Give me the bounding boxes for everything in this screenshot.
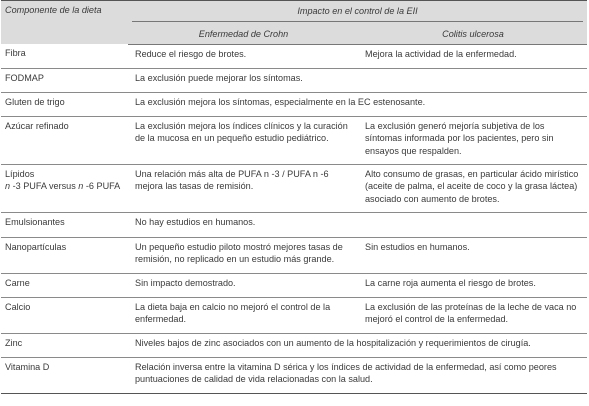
- table-row: [1, 44, 587, 68]
- row-cu: Sin estudios en humanos.: [359, 237, 587, 273]
- row-component: Emulsionantes: [1, 212, 128, 237]
- row-component: Lípidos: [5, 168, 35, 179]
- table-row: [1, 297, 587, 333]
- row-crohn: La dieta baja en calcio no mejoró el control de la enfermedad.: [128, 297, 359, 333]
- row-both: La exclusión mejora los síntomas, especialmente en la EC estenosante.: [128, 92, 587, 116]
- header-impact: [128, 1, 587, 25]
- table-row: [1, 92, 587, 116]
- table-row: [1, 116, 587, 164]
- row-crohn: Una relación más alta de PUFA n -3 / PUFA n -6 mejora las tasas de remisión.: [128, 164, 359, 212]
- row-component: Fibra: [1, 44, 128, 68]
- row-component: Zinc: [1, 333, 128, 357]
- table-row: [1, 212, 587, 237]
- table-header: [1, 1, 587, 45]
- component-sub-end: -6 PUFA: [83, 181, 121, 192]
- row-both: Niveles bajos de zinc asociados con un aumento de la hospitalización y requerimientos de cirugía.: [128, 333, 587, 357]
- row-cu: [359, 212, 587, 237]
- row-crohn: Sin impacto demostrado.: [128, 273, 359, 297]
- component-sub-mid: -3 PUFA versus: [10, 181, 79, 192]
- header-crohn: Enfermedad de Crohn: [128, 24, 359, 44]
- row-component: Azúcar refinado: [1, 116, 128, 164]
- row-component: Gluten de trigo: [1, 92, 128, 116]
- row-cu: La carne roja aumenta el riesgo de brotes.: [359, 273, 587, 297]
- table-row: [1, 164, 587, 212]
- row-component: FODMAP: [1, 68, 128, 92]
- row-component-lipidos: [1, 164, 128, 212]
- row-crohn: No hay estudios en humanos.: [128, 212, 359, 237]
- table-body: [1, 44, 587, 393]
- n-italic: n: [5, 181, 11, 192]
- row-both: La exclusión puede mejorar los síntomas.: [128, 68, 587, 92]
- table-row: [1, 357, 587, 393]
- row-component: Carne: [1, 273, 128, 297]
- row-both: Relación inversa entre la vitamina D sérica y los índices de actividad de la enfermedad, así como peores puntuaciones de calidad de vida relacionadas con la salud.: [128, 357, 587, 393]
- row-component: Calcio: [1, 297, 128, 333]
- row-component: Nanopartículas: [1, 237, 128, 273]
- header-impact-label: Impacto en el control de la EII: [132, 5, 583, 22]
- table-row: [1, 273, 587, 297]
- row-cu: La exclusión de las proteínas de la leche de vaca no mejoró el control de la enfermedad.: [359, 297, 587, 333]
- table-row: [1, 333, 587, 357]
- row-cu: Mejora la actividad de la enfermedad.: [359, 44, 587, 68]
- row-cu: La exclusión generó mejoría subjetiva de los síntomas informada por los pacientes, pero sin ensayos que respalden.: [359, 116, 587, 164]
- header-component: Componente de la dieta: [1, 1, 128, 45]
- header-cu: Colitis ulcerosa: [359, 24, 587, 44]
- table-row: [1, 237, 587, 273]
- row-crohn: Un pequeño estudio piloto mostró mejores tasas de remisión, no replicado en un estudio más grande.: [128, 237, 359, 273]
- row-crohn: Reduce el riesgo de brotes.: [128, 44, 359, 68]
- n-italic: n: [78, 181, 84, 192]
- row-crohn: La exclusión mejora los índices clínicos y la curación de la mucosa en un pequeño estudio pediátrico.: [128, 116, 359, 164]
- table-row: [1, 68, 587, 92]
- diet-impact-table: [1, 0, 587, 394]
- row-component: Vitamina D: [1, 357, 128, 393]
- row-cu: Alto consumo de grasas, en particular ácido mirístico (aceite de palma, el aceite de coco y la grasa láctea) asociado con aumento de brotes.: [359, 164, 587, 212]
